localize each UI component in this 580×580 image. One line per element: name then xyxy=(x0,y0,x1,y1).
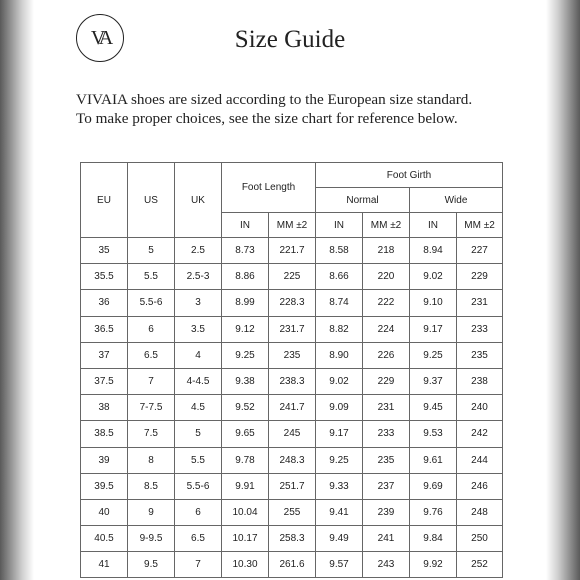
cell-eu: 37.5 xyxy=(81,368,128,394)
cell-normal-mm: 222 xyxy=(363,290,410,316)
cell-normal-mm: 243 xyxy=(363,552,410,578)
table-row xyxy=(81,342,503,368)
table-row xyxy=(81,290,503,316)
cell-length-in: 8.86 xyxy=(222,264,269,290)
cell-normal-in: 9.17 xyxy=(316,421,363,447)
cell-us: 5.5-6 xyxy=(128,290,175,316)
cell-uk: 4.5 xyxy=(175,395,222,421)
cell-length-in: 9.38 xyxy=(222,368,269,394)
cell-uk: 4 xyxy=(175,342,222,368)
cell-length-in: 10.17 xyxy=(222,526,269,552)
cell-wide-in: 9.92 xyxy=(410,552,457,578)
table-row xyxy=(81,395,503,421)
cell-length-in: 9.12 xyxy=(222,316,269,342)
cell-wide-in: 9.37 xyxy=(410,368,457,394)
cell-eu: 35.5 xyxy=(81,264,128,290)
page-title: Size Guide xyxy=(234,26,346,53)
intro-line-1: VIVAIA shoes are sized according to the European size standard. xyxy=(76,91,473,108)
header-eu: EU xyxy=(81,163,128,238)
cell-wide-in: 9.02 xyxy=(410,264,457,290)
cell-wide-in: 9.45 xyxy=(410,395,457,421)
cell-length-mm: 228.3 xyxy=(269,290,316,316)
cell-wide-mm: 252 xyxy=(457,552,503,578)
cell-wide-mm: 233 xyxy=(457,316,503,342)
cell-normal-mm: 229 xyxy=(363,368,410,394)
cell-normal-in: 9.33 xyxy=(316,473,363,499)
cell-normal-in: 8.58 xyxy=(316,238,363,264)
cell-wide-in: 9.10 xyxy=(410,290,457,316)
cell-eu: 36 xyxy=(81,290,128,316)
cell-length-mm: 235 xyxy=(269,342,316,368)
header-wide-mm: MM ±2 xyxy=(457,213,503,238)
cell-length-mm: 231.7 xyxy=(269,316,316,342)
cell-length-mm: 255 xyxy=(269,499,316,525)
table-row xyxy=(81,473,503,499)
cell-eu: 39.5 xyxy=(81,473,128,499)
table-row xyxy=(81,447,503,473)
cell-length-in: 9.25 xyxy=(222,342,269,368)
cell-us: 5.5 xyxy=(128,264,175,290)
header-us: US xyxy=(128,163,175,238)
cell-us: 7.5 xyxy=(128,421,175,447)
cell-us: 7-7.5 xyxy=(128,395,175,421)
cell-wide-in: 9.25 xyxy=(410,342,457,368)
cell-uk: 5.5 xyxy=(175,447,222,473)
cell-us: 9 xyxy=(128,499,175,525)
cell-normal-in: 9.41 xyxy=(316,499,363,525)
header-length-in: IN xyxy=(222,213,269,238)
cell-length-in: 8.73 xyxy=(222,238,269,264)
cell-normal-in: 8.74 xyxy=(316,290,363,316)
cell-length-mm: 225 xyxy=(269,264,316,290)
cell-length-mm: 241.7 xyxy=(269,395,316,421)
header-foot-girth: Foot Girth xyxy=(316,163,503,188)
cell-normal-mm: 235 xyxy=(363,447,410,473)
cell-eu: 39 xyxy=(81,447,128,473)
cell-us: 9-9.5 xyxy=(128,526,175,552)
table-row xyxy=(81,238,503,264)
header-wide: Wide xyxy=(410,188,503,213)
cell-normal-in: 8.90 xyxy=(316,342,363,368)
cell-wide-in: 9.76 xyxy=(410,499,457,525)
logo-monogram: VA xyxy=(90,26,110,49)
cell-us: 9.5 xyxy=(128,552,175,578)
cell-normal-in: 9.49 xyxy=(316,526,363,552)
cell-wide-mm: 242 xyxy=(457,421,503,447)
cell-length-mm: 238.3 xyxy=(269,368,316,394)
cell-eu: 38 xyxy=(81,395,128,421)
cell-wide-mm: 227 xyxy=(457,238,503,264)
table-row xyxy=(81,499,503,525)
cell-uk: 7 xyxy=(175,552,222,578)
cell-uk: 3.5 xyxy=(175,316,222,342)
cell-wide-in: 9.84 xyxy=(410,526,457,552)
cell-wide-in: 9.53 xyxy=(410,421,457,447)
table-row xyxy=(81,526,503,552)
size-table-body xyxy=(81,238,503,578)
size-chart-table xyxy=(80,162,503,578)
cell-uk: 5 xyxy=(175,421,222,447)
header-normal-mm: MM ±2 xyxy=(363,213,410,238)
cell-eu: 35 xyxy=(81,238,128,264)
cell-uk: 6.5 xyxy=(175,526,222,552)
cell-length-in: 9.65 xyxy=(222,421,269,447)
cell-us: 7 xyxy=(128,368,175,394)
cell-uk: 5.5-6 xyxy=(175,473,222,499)
cell-wide-mm: 248 xyxy=(457,499,503,525)
intro-line-2: To make proper choices, see the size chart for reference below. xyxy=(76,110,458,127)
cell-us: 8.5 xyxy=(128,473,175,499)
cell-eu: 41 xyxy=(81,552,128,578)
cell-length-in: 8.99 xyxy=(222,290,269,316)
table-row xyxy=(81,552,503,578)
cell-length-mm: 261.6 xyxy=(269,552,316,578)
cell-length-mm: 248.3 xyxy=(269,447,316,473)
cell-us: 6 xyxy=(128,316,175,342)
header-uk: UK xyxy=(175,163,222,238)
cell-normal-in: 9.09 xyxy=(316,395,363,421)
cell-length-in: 10.30 xyxy=(222,552,269,578)
cell-eu: 38.5 xyxy=(81,421,128,447)
cell-us: 5 xyxy=(128,238,175,264)
header-wide-in: IN xyxy=(410,213,457,238)
cell-normal-in: 9.02 xyxy=(316,368,363,394)
cell-normal-in: 8.82 xyxy=(316,316,363,342)
cell-wide-in: 9.17 xyxy=(410,316,457,342)
cell-wide-mm: 244 xyxy=(457,447,503,473)
cell-normal-mm: 226 xyxy=(363,342,410,368)
cell-normal-mm: 220 xyxy=(363,264,410,290)
header-length-mm: MM ±2 xyxy=(269,213,316,238)
cell-uk: 6 xyxy=(175,499,222,525)
cell-wide-mm: 240 xyxy=(457,395,503,421)
table-row xyxy=(81,421,503,447)
intro-text xyxy=(76,90,536,128)
cell-eu: 36.5 xyxy=(81,316,128,342)
cell-uk: 3 xyxy=(175,290,222,316)
cell-length-in: 9.91 xyxy=(222,473,269,499)
table-row xyxy=(81,316,503,342)
cell-normal-mm: 237 xyxy=(363,473,410,499)
header-foot-length: Foot Length xyxy=(222,163,316,213)
cell-length-mm: 251.7 xyxy=(269,473,316,499)
cell-wide-in: 9.61 xyxy=(410,447,457,473)
cell-length-in: 10.04 xyxy=(222,499,269,525)
cell-wide-mm: 229 xyxy=(457,264,503,290)
cell-normal-mm: 239 xyxy=(363,499,410,525)
cell-wide-in: 9.69 xyxy=(410,473,457,499)
cell-uk: 2.5 xyxy=(175,238,222,264)
cell-normal-mm: 218 xyxy=(363,238,410,264)
cell-us: 8 xyxy=(128,447,175,473)
cell-normal-in: 9.57 xyxy=(316,552,363,578)
cell-wide-mm: 238 xyxy=(457,368,503,394)
header-normal: Normal xyxy=(316,188,410,213)
cell-normal-mm: 233 xyxy=(363,421,410,447)
cell-normal-in: 8.66 xyxy=(316,264,363,290)
cell-wide-mm: 250 xyxy=(457,526,503,552)
table-row xyxy=(81,264,503,290)
cell-normal-mm: 241 xyxy=(363,526,410,552)
cell-wide-in: 8.94 xyxy=(410,238,457,264)
cell-wide-mm: 231 xyxy=(457,290,503,316)
cell-normal-mm: 231 xyxy=(363,395,410,421)
cell-eu: 37 xyxy=(81,342,128,368)
cell-length-in: 9.78 xyxy=(222,447,269,473)
cell-eu: 40.5 xyxy=(81,526,128,552)
cell-length-mm: 221.7 xyxy=(269,238,316,264)
cell-normal-mm: 224 xyxy=(363,316,410,342)
cell-length-mm: 245 xyxy=(269,421,316,447)
cell-us: 6.5 xyxy=(128,342,175,368)
cell-uk: 4-4.5 xyxy=(175,368,222,394)
cell-wide-mm: 235 xyxy=(457,342,503,368)
cell-normal-in: 9.25 xyxy=(316,447,363,473)
cell-length-mm: 258.3 xyxy=(269,526,316,552)
header-normal-in: IN xyxy=(316,213,363,238)
cell-eu: 40 xyxy=(81,499,128,525)
cell-wide-mm: 246 xyxy=(457,473,503,499)
table-row xyxy=(81,368,503,394)
cell-length-in: 9.52 xyxy=(222,395,269,421)
cell-uk: 2.5-3 xyxy=(175,264,222,290)
